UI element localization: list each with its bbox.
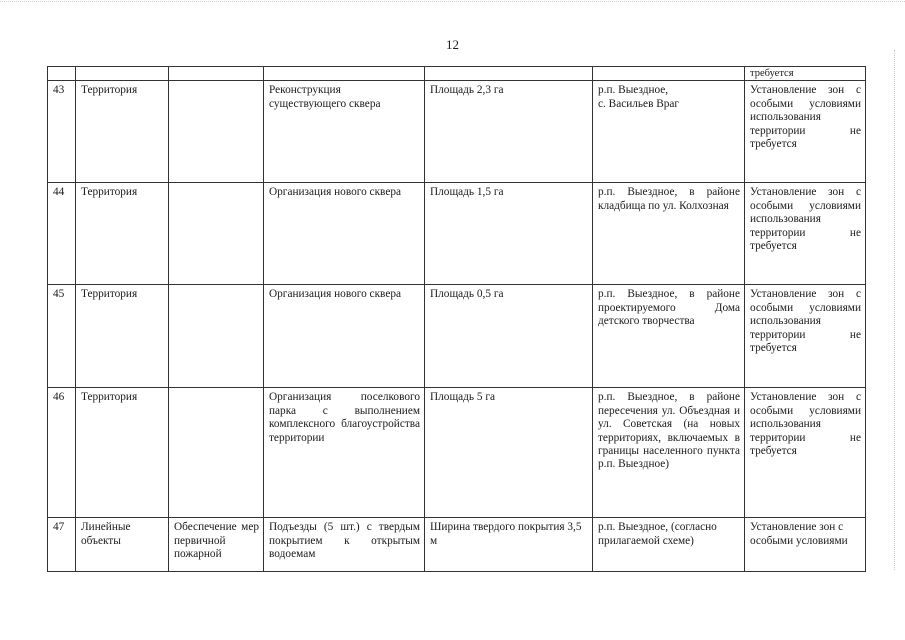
cell-name: Организация поселкового парка с выполнением комплексного благоустройства территории: [264, 388, 425, 518]
cell-purpose: [169, 81, 264, 183]
cell-location: р.п. Выездное, в районе пересечения ул. Объездная и ул. Советская (на новых территориях, включаемых в границы населенного пункта р.п. Выездное): [593, 388, 745, 518]
cell-location: [593, 67, 745, 81]
cell-num: 43: [48, 81, 76, 183]
table-row: [48, 285, 866, 388]
cell-type: Территория: [76, 285, 169, 388]
cell-location: р.п. Выездное, (согласно прилагаемой схеме): [593, 518, 745, 572]
cell-name: Организация нового сквера: [264, 285, 425, 388]
cell-purpose: [169, 285, 264, 388]
cell-num: 45: [48, 285, 76, 388]
cell-type: Линейные объекты: [76, 518, 169, 572]
cell-num: 44: [48, 183, 76, 285]
table-row-continuation: [48, 67, 866, 81]
table-row: [48, 388, 866, 518]
scan-edge-top: [0, 1, 905, 3]
cell-name: Подъезды (5 шт.) с твердым покрытием к открытым водоемам: [264, 518, 425, 572]
scan-edge-right: [893, 50, 895, 570]
cell-type: Территория: [76, 81, 169, 183]
cell-name: Организация нового сквера: [264, 183, 425, 285]
cell-consequence: Установление зон с особыми условиями: [745, 518, 866, 572]
cell-purpose: [169, 67, 264, 81]
table-row: [48, 518, 866, 572]
cell-consequence: Установление зон с особыми условиями использования территории не требуется: [745, 388, 866, 518]
cell-characteristics: Площадь 1,5 га: [425, 183, 593, 285]
cell-characteristics: [425, 67, 593, 81]
cell-characteristics: Площадь 5 га: [425, 388, 593, 518]
cell-purpose: Обеспечение мер первичной пожарной: [169, 518, 264, 572]
cell-purpose: [169, 183, 264, 285]
cell-num: [48, 67, 76, 81]
cell-characteristics: Площадь 0,5 га: [425, 285, 593, 388]
cell-type: Территория: [76, 388, 169, 518]
cell-type: Территория: [76, 183, 169, 285]
cell-consequence: Установление зон с особыми условиями использования территории не требуется: [745, 285, 866, 388]
cell-consequence: Установление зон с особыми условиями использования территории не требуется: [745, 183, 866, 285]
cell-consequence: требуется: [745, 67, 866, 81]
objects-table: [47, 66, 866, 572]
cell-characteristics: Площадь 2,3 га: [425, 81, 593, 183]
cell-purpose: [169, 388, 264, 518]
page-number: 12: [446, 37, 459, 52]
cell-num: 46: [48, 388, 76, 518]
cell-characteristics: Ширина твердого покрытия 3,5 м: [425, 518, 593, 572]
table-row: [48, 183, 866, 285]
cell-location: р.п. Выездное, в районе кладбища по ул. Колхозная: [593, 183, 745, 285]
cell-consequence: Установление зон с особыми условиями использования территории не требуется: [745, 81, 866, 183]
cell-name: Реконструкция существующего сквера: [264, 81, 425, 183]
cell-location: р.п. Выездное, в районе проектируемого Дома детского творчества: [593, 285, 745, 388]
cell-type: [76, 67, 169, 81]
cell-num: 47: [48, 518, 76, 572]
cell-location: р.п. Выездное, с. Васильев Враг: [593, 81, 745, 183]
cell-name: [264, 67, 425, 81]
table-row: [48, 81, 866, 183]
